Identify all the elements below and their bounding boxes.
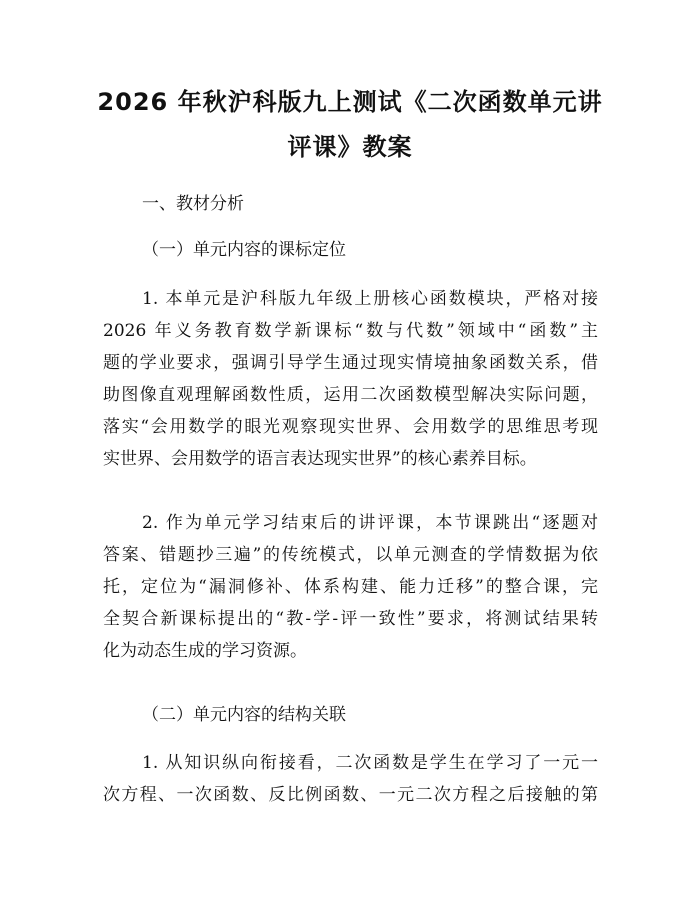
paragraph-1-line-2: 2026 年义务教育数学新课标“数与代数”领域中“函数”主 bbox=[103, 321, 598, 341]
section-heading-teaching-material-analysis: 一、教材分析 bbox=[142, 194, 244, 214]
paragraph-2-line-5: 化为动态生成的学习资源。 bbox=[103, 641, 307, 661]
paragraph-1-line-5: 落实“会用数学的眼光观察现实世界、会用数学的思维思考现 bbox=[103, 417, 598, 437]
paragraph-2-line-2: 答案、错题抄三遍”的传统模式，以单元测查的学情数据为依 bbox=[103, 545, 598, 565]
document-title-line-2: 评课》教案 bbox=[287, 133, 413, 161]
paragraph-3-line-2: 次方程、一次函数、反比例函数、一元二次方程之后接触的第 bbox=[103, 785, 598, 805]
paragraph-1-line-4: 助图像直观理解函数性质，运用二次函数模型解决实际问题， bbox=[103, 385, 598, 405]
paragraph-2-line-1: 2. 作为单元学习结束后的讲评课，本节课跳出“逐题对 bbox=[142, 513, 598, 533]
paragraph-2-line-4: 全契合新课标提出的“教-学-评一致性”要求，将测试结果转 bbox=[103, 609, 598, 629]
subsection-heading-structural-relation: （二）单元内容的结构关联 bbox=[142, 705, 346, 725]
paragraph-1-line-1: 1. 本单元是沪科版九年级上册核心函数模块，严格对接 bbox=[142, 289, 598, 309]
subsection-heading-curriculum-positioning: （一）单元内容的课标定位 bbox=[142, 240, 346, 260]
paragraph-1-line-3: 题的学业要求，强调引导学生通过现实情境抽象函数关系，借 bbox=[103, 353, 598, 373]
paragraph-2-line-3: 托，定位为“漏洞修补、体系构建、能力迁移”的整合课，完 bbox=[103, 577, 598, 597]
document-title-line-1: 2026 年秋沪科版九上测试《二次函数单元讲 bbox=[97, 88, 603, 116]
paragraph-3-line-1: 1. 从知识纵向衔接看，二次函数是学生在学习了一元一 bbox=[142, 753, 598, 773]
paragraph-1-line-6: 实世界、会用数学的语言表达现实世界”的核心素养目标。 bbox=[103, 449, 537, 469]
